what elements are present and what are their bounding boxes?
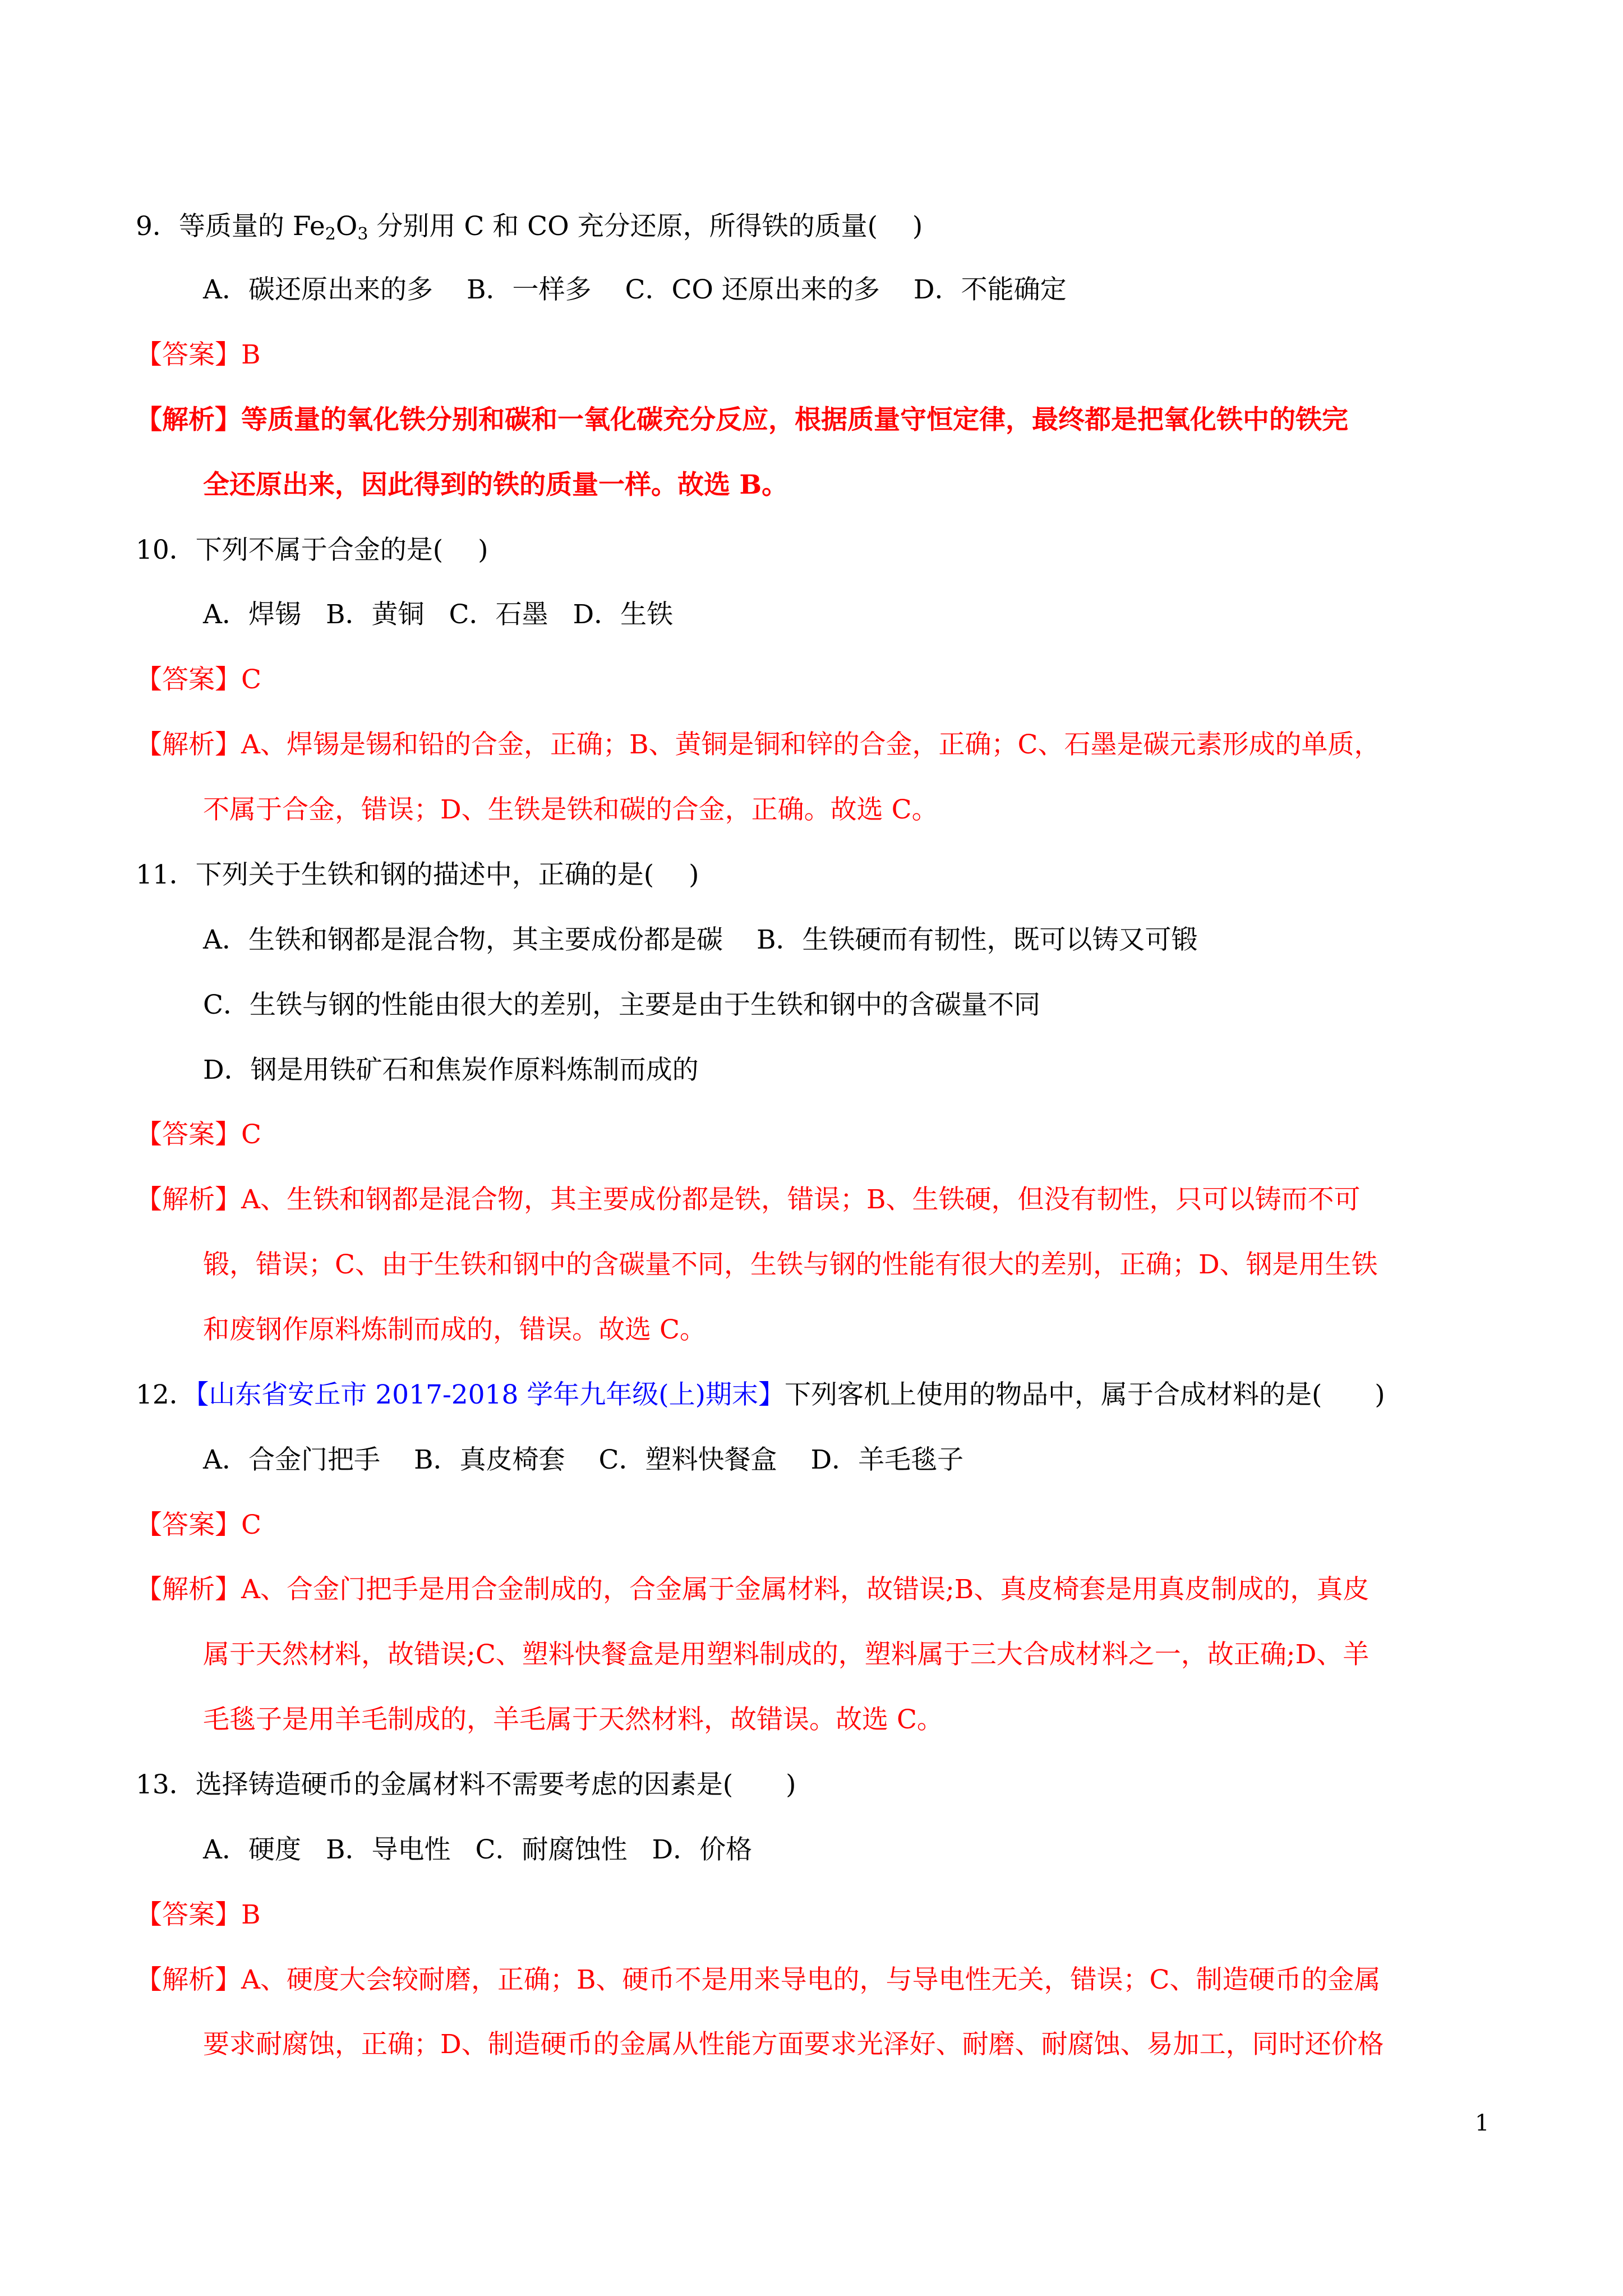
q9-option-a: A．碳还原出来的多	[203, 274, 433, 305]
q13-option-c: C．耐腐蚀性	[475, 1834, 628, 1865]
q9-answer	[136, 338, 261, 372]
q12-analysis-line2: 属于天然材料，故错误;C、塑料快餐盒是用塑料制成的，塑料属于三大合成材料之一，故正确;D、羊	[203, 1639, 1370, 1670]
q9-option-d: D．不能确定	[913, 274, 1067, 305]
q10-options	[203, 598, 673, 632]
q12-answer-label: 【答案】	[136, 1510, 241, 1540]
q13-answer-label: 【答案】	[136, 1899, 241, 1930]
q10-option-a: A．焊锡	[203, 599, 301, 630]
q9-answer-label: 【答案】	[136, 339, 241, 370]
q13-option-d: D．价格	[652, 1834, 753, 1865]
q11-analysis-line3: 和废钢作原料炼制而成的，错误。故选 C。	[203, 1314, 706, 1345]
q11-option-a: A．生铁和钢都是混合物，其主要成份都是碳	[203, 924, 723, 955]
q11-analysis-line2: 锻，错误；C、由于生铁和钢中的含碳量不同，生铁与钢的性能有很大的差别，正确；D、钢是用生铁	[203, 1249, 1378, 1280]
q13-answer-value: B	[241, 1899, 261, 1930]
q9-stem	[136, 210, 923, 251]
q11-analysis-line1	[136, 1183, 1360, 1217]
q12-number: 12．	[136, 1379, 196, 1410]
q10-option-c: C．石墨	[449, 599, 548, 630]
q11-analysis-label: 【解析】	[136, 1184, 241, 1215]
q12-option-b: B．真皮椅套	[413, 1444, 565, 1475]
q12-answer-value: C	[241, 1510, 261, 1540]
q9-stem-pre: 9．等质量的 Fe	[136, 211, 325, 242]
q11-option-d: D．钢是用铁矿石和焦炭作原料炼制而成的	[203, 1055, 699, 1085]
q12-analysis-line3: 毛毯子是用羊毛制成的，羊毛属于天然材料，故错误。故选 C。	[203, 1704, 943, 1735]
q10-analysis-label: 【解析】	[136, 729, 241, 760]
q13-analysis-text1: A、硬度大会较耐磨，正确；B、硬币不是用来导电的，与导电性无关，错误；C、制造硬币的金属	[241, 1964, 1381, 1995]
q9-options	[203, 273, 1067, 307]
q12-option-a: A．合金门把手	[203, 1444, 380, 1475]
q10-option-b: B．黄铜	[325, 599, 425, 630]
q11-analysis-text1: A、生铁和钢都是混合物，其主要成份都是铁，错误；B、生铁硬，但没有韧性，只可以铸而不可	[241, 1184, 1361, 1215]
q13-options	[203, 1833, 752, 1867]
page-number: 1	[1475, 2110, 1490, 2136]
q12-stem	[136, 1378, 1385, 1412]
q9-stem-mid: O	[335, 211, 358, 242]
q12-answer	[136, 1508, 261, 1542]
q13-answer	[136, 1898, 261, 1932]
q12-options	[203, 1443, 963, 1477]
q12-analysis-label: 【解析】	[136, 1574, 241, 1605]
q11-stem: 11．下列关于生铁和钢的描述中，正确的是( )	[136, 859, 699, 890]
q12-stem-text: 下列客机上使用的物品中，属于合成材料的是( )	[784, 1379, 1385, 1410]
q12-analysis-line1	[136, 1573, 1369, 1607]
q9-subscript-1: 2	[325, 224, 336, 244]
q9-subscript-2: 3	[357, 224, 368, 244]
q11-answer	[136, 1118, 261, 1152]
q13-analysis-line2: 要求耐腐蚀，正确；D、制造硬币的金属从性能方面要求光泽好、耐磨、耐腐蚀、易加工，同时还价格	[203, 2029, 1384, 2060]
q10-answer-value: C	[241, 664, 261, 695]
q11-option-c: C．生铁与钢的性能由很大的差别，主要是由于生铁和钢中的含碳量不同	[203, 990, 1040, 1020]
q10-analysis-line1	[136, 728, 1380, 762]
q12-option-c: C．塑料快餐盒	[598, 1444, 777, 1475]
q9-analysis-label: 【解析】	[136, 404, 241, 435]
q13-stem: 13．选择铸造硬币的金属材料不需要考虑的因素是( )	[136, 1769, 796, 1800]
q10-analysis-text1: A、焊锡是锡和铅的合金，正确；B、黄铜是铜和锌的合金，正确；C、石墨是碳元素形成的单质，	[241, 729, 1381, 760]
q12-option-d: D．羊毛毯子	[810, 1444, 964, 1475]
q13-analysis-label: 【解析】	[136, 1964, 241, 1995]
q13-analysis-line1	[136, 1963, 1380, 1997]
q9-answer-value: B	[241, 339, 261, 370]
q10-answer-label: 【答案】	[136, 664, 241, 695]
q12-analysis-text1: A、合金门把手是用合金制成的，合金属于金属材料，故错误;B、真皮椅套是用真皮制成的，真皮	[241, 1574, 1370, 1605]
q12-source-tag: 【山东省安丘市 2017-2018 学年九年级(上)期末】	[195, 1379, 785, 1410]
q10-analysis-line2: 不属于合金，错误；D、生铁是铁和碳的合金，正确。故选 C。	[203, 794, 938, 825]
q9-analysis-line1	[136, 403, 1348, 437]
q11-answer-value: C	[241, 1119, 261, 1150]
q13-option-b: B．导电性	[325, 1834, 451, 1865]
q10-stem: 10．下列不属于合金的是( )	[136, 535, 488, 565]
q9-stem-post: 分别用 C 和 CO 充分还原，所得铁的质量( )	[368, 211, 923, 242]
q11-options-row1	[203, 923, 1198, 957]
q10-answer	[136, 663, 261, 697]
q9-option-b: B．一样多	[466, 274, 592, 305]
q13-option-a: A．硬度	[203, 1834, 301, 1865]
q9-option-c: C．CO 还原出来的多	[625, 274, 880, 305]
q11-answer-label: 【答案】	[136, 1119, 241, 1150]
q9-analysis-line2: 全还原出来，因此得到的铁的质量一样。故选 B。	[203, 470, 789, 500]
q11-option-b: B．生铁硬而有韧性，既可以铸又可锻	[756, 924, 1198, 955]
q9-analysis-text1: 等质量的氧化铁分别和碳和一氧化碳充分反应，根据质量守恒定律，最终都是把氧化铁中的铁完	[241, 404, 1348, 435]
q10-option-d: D．生铁	[573, 599, 674, 630]
